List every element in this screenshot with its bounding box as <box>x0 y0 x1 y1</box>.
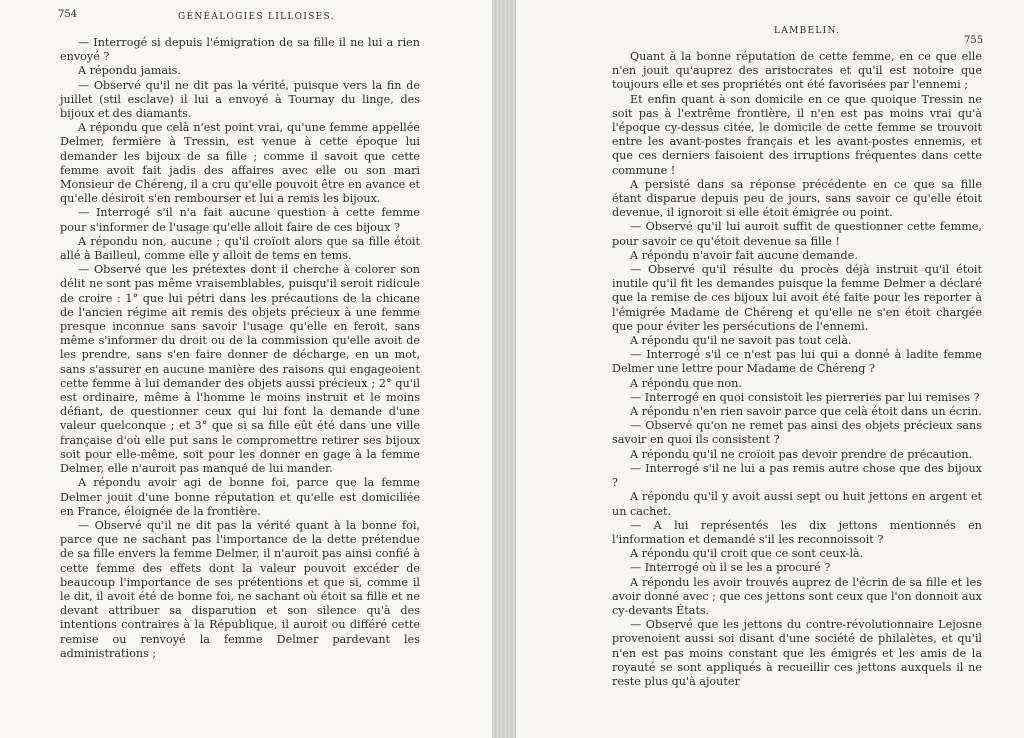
paragraph: A répondu que celà n'est point vrai, qu'une femme appellée Delmer, fermière à Tressin, est venue à cette époque lui demander les bijoux de sa fille ; comme il savoit que cette femme avoit fait jadis des affaires avec elle ou son mari Monsieur de Chéreng, il a cru qu'elle pouvoit être en avance et qu'elle désiroit s'en rembourser et lui a remis les bijoux. <box>60 121 420 206</box>
running-head: GÉNÉALOGIES LILLOISES. <box>178 12 335 22</box>
right-page <box>516 0 1024 738</box>
paragraph: — Observé que les jettons du contre-révolutionnaire Lejosne provenoient aussi soi disant d'une société de philalètes, et qu'il n'en est pas moins constant que les émigrés et les amis de la royauté se sont appliqués à recueillir ces jettons auxquels il ne reste plus qu'à ajouter <box>612 618 982 688</box>
paragraph: A répondu qu'il croit que ce sont ceux-là. <box>630 547 864 561</box>
page-number: 754 <box>58 9 78 20</box>
paragraph: Et enfin quant à son domicile en ce que quoique Tressin ne soit pas à l'extrême frontière, il n'en est pas moins vrai qu'à l'époque cy-dessus citée, le domicile de cette femme se trouvoit entre les avant-postes français et les avant-postes ennemis, et que ces derniers faisoient des irruptions fréquentes dans cette commune ! <box>612 92 982 177</box>
paragraph: — Observé qu'il ne dit pas la vérité, puisque vers la fin de juillet (stil esclave) il lui a envoyé à Tournay du linge, des bijoux et des diamants. <box>60 78 420 121</box>
paragraph: A persisté dans sa réponse précédente en ce que sa fille étant disparue depuis peu de jours, sans savoir ce qu'elle étoit devenue, il ignoroit si elle étoit émigrée ou point. <box>612 177 982 220</box>
paragraph: — Observé qu'il résulte du procès déjà instruit qu'il étoit inutile qu'il fit les demandes puisque la femme Delmer a déclaré que la remise de ces bijoux lui avoit été faite pour les reporter à l'émigrée Madame de Chéreng et qu'elle ne s'en étoit chargée que pour éviter les persécutions de l'ennemi. <box>612 263 982 333</box>
page-number: 755 <box>964 35 984 46</box>
paragraph: — Observé qu'on ne remet pas ainsi des objets précieux sans savoir en quoi ils consistent ? <box>612 419 982 447</box>
paragraph: Quant à la bonne réputation de cette femme, en ce que elle n'en jouit qu'auprez des aristocrates et qu'il est notoire que toujours elle et ses propriétés ont été favorisées par l'ennemi ; <box>612 50 982 92</box>
paragraph: A répondu n'avoir fait aucune demande. <box>630 248 858 262</box>
left-page <box>0 0 492 738</box>
paragraph: A répondu qu'il y avoit aussi sept ou huit jettons en argent et un cachet. <box>612 490 982 518</box>
paragraph: — Interrogé s'il ne lui a pas remis autre chose que des bijoux ? <box>612 461 982 490</box>
paragraph: — Observé qu'il ne dit pas la vérité quant à la bonne foi, parce que ne sachant pas l'importance de la dette prétendue de sa fille envers la femme Delmer, il n'auroit pas ainsi confié à cette femme des effets dont la valeur pouvoit excéder de beaucoup l'importance de ses prétentions et que si, comme il le dit, il avoit été de bonne foi, ne sachant où étoit sa fille et ne devant attribuer sa disparution et son silence qu'à des intentions contraires à la République, il auroit ou différé cette remise ou renvoyé la femme Delmer pardevant les administrations ; <box>60 518 420 660</box>
paragraph: A répondu avoir agi de bonne foi, parce que la femme Delmer jouit d'une bonne réputation et qu'elle est domiciliée en France, éloignée de la frontière. <box>60 476 420 518</box>
paragraph: A répondu non, aucune ; qu'il croïoit alors que sa fille étoit allé à Bailleul, comme elle y alloit de tems en tems. <box>60 234 420 263</box>
paragraph: A répondu n'en rien savoir parce que celà étoit dans un écrin. <box>630 405 982 419</box>
paragraph: A répondu les avoir trouvés auprez de l'écrin de sa fille et les avoir donné avec ; que ces jettons sont ceux que l'on donnoit aux cy-devants États. <box>612 575 982 617</box>
paragraph: A répondu qu'il ne savoit pas tout celà. <box>630 334 852 348</box>
page-body <box>60 36 420 661</box>
page-body <box>612 50 982 689</box>
book-gutter <box>492 0 516 738</box>
paragraph: — Interrogé s'il n'a fait aucune question à cette femme pour s'informer de l'usage qu'elle alloit faire de ces bijoux ? <box>60 206 420 234</box>
paragraph: A répondu qu'il ne croïoit pas devoir prendre de précaution. <box>630 447 973 461</box>
paragraph: A répondu jamais. <box>78 64 181 78</box>
paragraph: — Interrogé si depuis l'émigration de sa fille il ne lui a rien envoyé ? <box>60 36 420 64</box>
running-head: LAMBELIN. <box>774 26 841 36</box>
paragraph: — Observé que les prétextes dont il cherche à colorer son délit ne sont pas même vraisemblables, puisqu'il seroit ridicule de croire : 1° que lui pétri dans les précautions de la chicane de l'ancien régime ait remis des objets précieux à une femme presque inconnue sans savoir l'usage qu'elle en feroit, sans même s'informer du droit ou de la commission qu'elle avoit de les prendre, sans s'en faire donner de décharge, en un mot, sans s'assurer en aucune manière des raisons qui engageoient cette femme à lui demander des objets aussi précieux ; 2° qu'il est ordinaire, même à l'homme le moins instruit et le moins défiant, de questionner ceux qui lui font la demande d'une valeur quelconque ; et 3° que si sa fille eût été dans une ville française d'où elle put sans le compromettre retirer ses bijoux soit pour elle-même, soit pour les donner en gage à la femme Delmer, elle n'auroit pas manqué de lui mander. <box>60 263 420 476</box>
paragraph: — A lui représentés les dix jettons mentionnés en l'information et demandé s'il les reconnoissoit ? <box>612 518 982 546</box>
paragraph: — Observé qu'il lui auroit suffit de questionner cette femme, pour savoir ce qu'étoit devenue sa fille ! <box>612 220 982 248</box>
paragraph: A répondu que non. <box>630 376 742 390</box>
paragraph: — Interrogé s'il ce n'est pas lui qui a donné à ladite femme Delmer une lettre pour Madame de Chéreng ? <box>612 348 982 376</box>
paragraph: — Interrogé où il se les a procuré ? <box>630 561 831 575</box>
paragraph: — Interrogé en quoi consistoit les pierreries par lui remises ? <box>630 390 980 404</box>
